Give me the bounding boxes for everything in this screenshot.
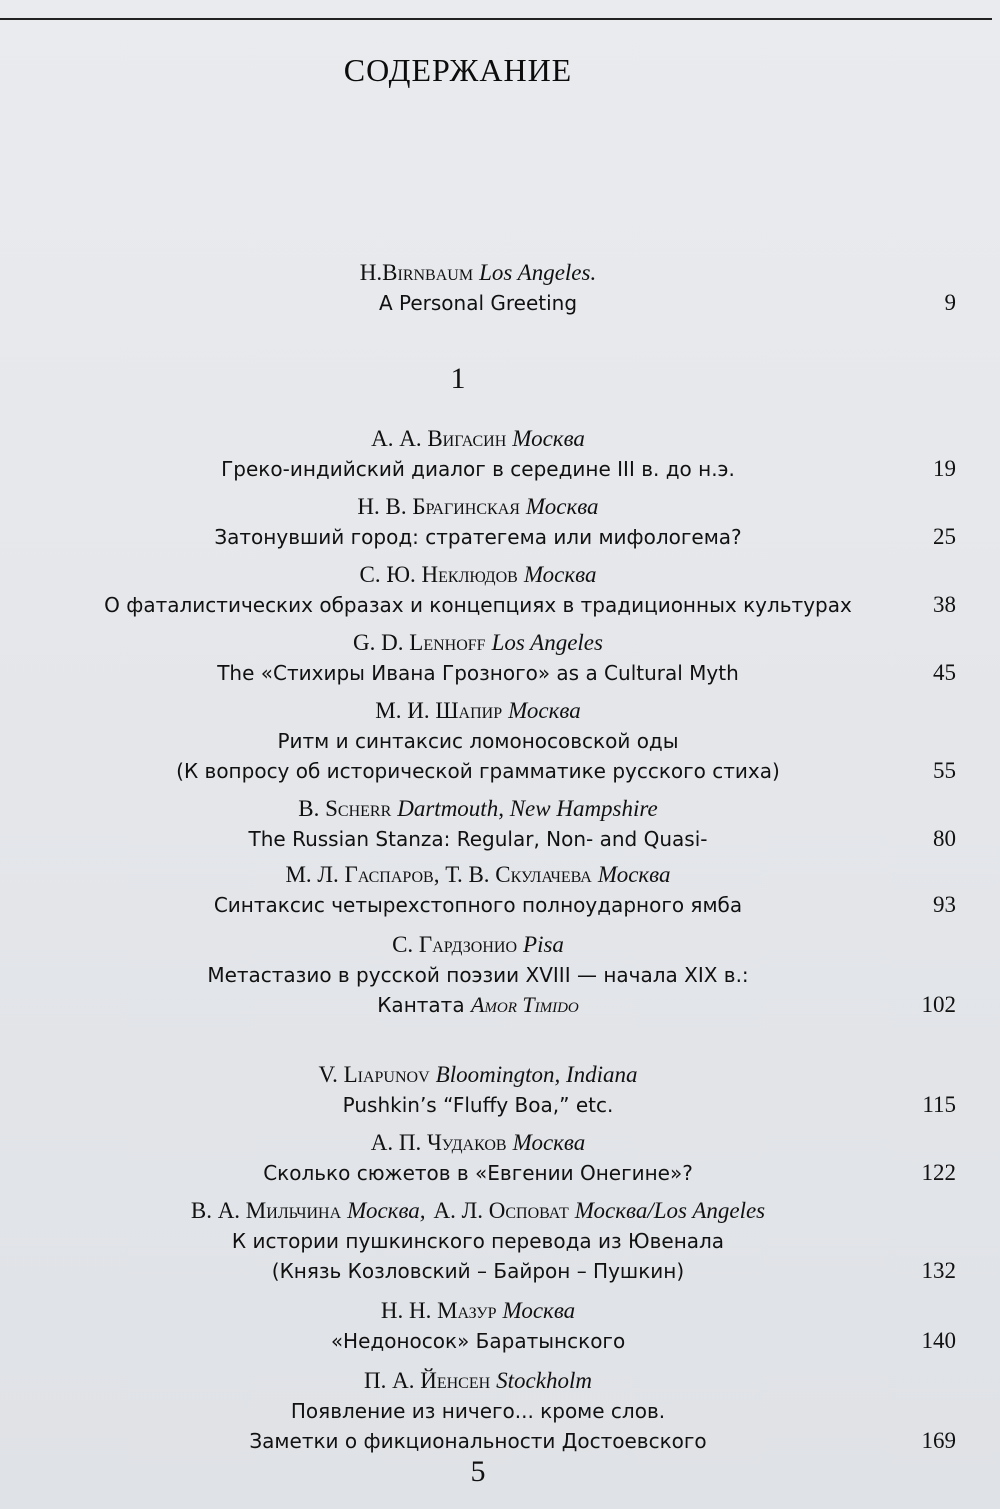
toc-page-number: 80 [933, 826, 956, 851]
author-city: Москва [512, 1130, 586, 1155]
toc-title-line: A Personal Greeting [378, 291, 578, 315]
toc-author [40, 560, 916, 590]
toc-entry [40, 990, 956, 1020]
toc-page-number: 55 [933, 758, 956, 783]
toc-page-number: 38 [933, 592, 956, 617]
toc-entry-front [40, 258, 956, 318]
toc-entry [40, 1296, 956, 1356]
toc-page-number: 122 [921, 1160, 956, 1185]
toc-page-number: 102 [921, 992, 956, 1017]
author-name: А. Л. Осповат [433, 1198, 569, 1223]
author-city: Москва/Los Angeles [574, 1198, 766, 1223]
toc-entry [40, 696, 956, 786]
toc-entry [40, 860, 956, 920]
author-name: H.Birnbaum [359, 260, 474, 285]
toc-author [40, 258, 916, 288]
author-name: B. Scherr [298, 796, 392, 821]
toc-author [40, 1366, 916, 1396]
author-city: Dartmouth, New Hampshire [397, 796, 658, 821]
toc-title-line: «Недоносок» Баратынского [330, 1329, 626, 1353]
author-city: Los Angeles [491, 630, 603, 655]
page-title: СОДЕРЖАНИЕ [343, 52, 573, 88]
toc-entry [40, 1196, 956, 1286]
toc-author [40, 492, 916, 522]
toc-title-line: Ритм и синтаксис ломоносовской оды [277, 729, 679, 753]
toc-entry [40, 628, 956, 688]
toc-title-line: Появление из ничего... кроме слов. [290, 1399, 666, 1423]
toc-entry [40, 1366, 956, 1456]
toc-author [40, 860, 916, 890]
header-rule [0, 18, 992, 20]
toc-author [40, 1296, 916, 1326]
author-name: П. А. Йенсен [364, 1368, 491, 1393]
author-name: V. Liapunov [318, 1062, 430, 1087]
toc-page-number: 169 [921, 1428, 956, 1453]
toc-title-line: (К вопросу об исторической грамматике русского стиха) [176, 759, 780, 783]
toc-title-line: О фаталистических образах и концепциях в традиционных культурах [104, 593, 852, 617]
toc-title-line: Сколько сюжетов в «Евгении Онегине»? [263, 1161, 693, 1185]
author-city: Москва [508, 698, 581, 723]
author-city: Los Angeles. [479, 260, 597, 285]
toc-entry [40, 1128, 956, 1188]
toc-author [40, 696, 916, 726]
toc-title-line: (Князь Козловский – Байрон – Пушкин) [271, 1259, 685, 1283]
toc-entry [40, 794, 956, 854]
toc-title-line: The «Стихиры Ивана Грозного» as a Cultural Myth [217, 661, 739, 685]
toc-entry [40, 424, 956, 484]
author-name: А. А. Вигасин [371, 426, 507, 451]
author-name: М. Л. Гаспаров, Т. В. Скулачева [285, 862, 592, 887]
page-folio: 5 [470, 1455, 486, 1488]
author-name: Н. Н. Мазур [380, 1298, 497, 1323]
section-number: 1 [450, 362, 466, 395]
author-name: В. А. Мильчина [190, 1198, 342, 1223]
toc-page-number: 25 [933, 524, 956, 549]
author-city: Москва [502, 1298, 576, 1323]
toc-page-number: 115 [922, 1092, 956, 1117]
toc-author [40, 1060, 916, 1090]
toc-title-line: Заметки о фикциональности Достоевского [249, 1429, 707, 1453]
toc-title-line: К истории пушкинского перевода из Ювенала [231, 1229, 725, 1253]
author-city: Москва [523, 562, 597, 587]
author-city: Bloomington, Indiana [435, 1062, 638, 1087]
author-name: М. И. Шапир [375, 698, 503, 723]
toc-title-line: Затонувший город: стратегема или мифологема? [214, 525, 742, 549]
author-city: Pisa [523, 932, 564, 957]
toc-entry [40, 492, 956, 552]
author-city: Москва [525, 494, 599, 519]
toc-author [40, 1196, 916, 1226]
toc-entry [40, 1060, 956, 1120]
author-name: G. D. Lenhoff [353, 630, 486, 655]
toc-page-number: 19 [933, 456, 956, 481]
toc-title-line: The Russian Stanza: Regular, Non- and Quasi- [248, 827, 708, 851]
author-city: Москва [512, 426, 585, 451]
toc-page-number: 140 [921, 1328, 956, 1353]
author-name: А. П. Чудаков [370, 1130, 507, 1155]
author-name: Н. В. Брагинская [357, 494, 520, 519]
toc-entry [40, 930, 916, 990]
toc-title-line: Синтаксис четырехстопного полноударного ямба [213, 893, 743, 917]
author-city: Москва [597, 862, 671, 887]
author-name: С. Ю. Неклюдов [359, 562, 518, 587]
toc-page-number: 93 [933, 892, 956, 917]
toc-title-line: Кантата Amor Timido [377, 992, 579, 1017]
toc-page-number: 45 [933, 660, 956, 685]
toc-author [40, 1128, 916, 1158]
toc-page-number: 9 [944, 290, 956, 315]
toc-entry [40, 560, 956, 620]
toc-author [40, 794, 916, 824]
author-city: Stockholm [496, 1368, 592, 1393]
toc-author [40, 628, 916, 658]
toc-author [40, 424, 916, 454]
toc-title-line: Греко-индийский диалог в середине III в. до н.э. [221, 457, 735, 481]
toc-page-number: 132 [921, 1258, 956, 1283]
author-city: Москва, [347, 1198, 426, 1223]
author-name: С. Гардзонио [392, 932, 518, 957]
toc-author [40, 930, 916, 960]
toc-title-line: Pushkin’s “Fluffy Boa,” etc. [342, 1093, 614, 1117]
toc-title-line: Метастазио в русской поэзии XVIII — начала XIX в.: [207, 963, 749, 987]
